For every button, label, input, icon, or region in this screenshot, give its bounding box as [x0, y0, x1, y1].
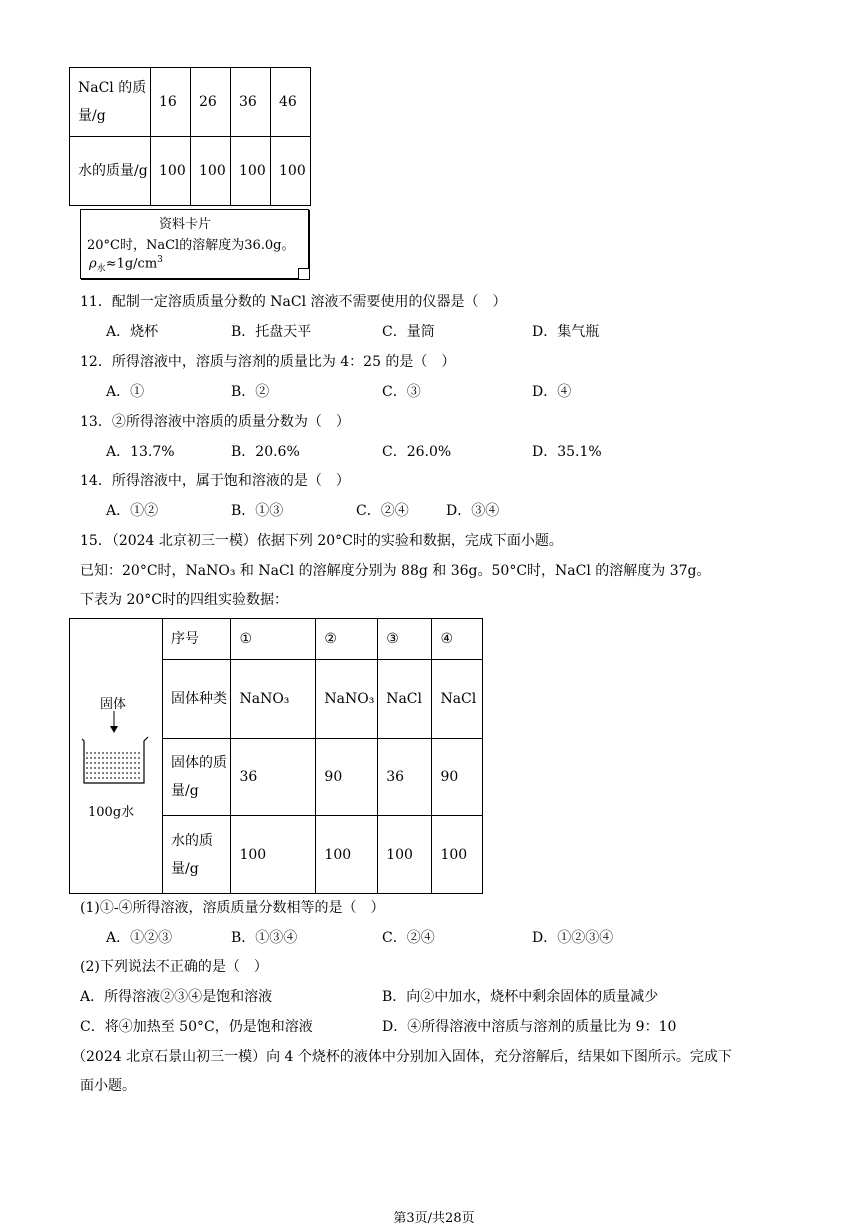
- sub1-option-d: D．①②③④: [532, 930, 614, 946]
- card-title: 资料卡片: [159, 217, 212, 232]
- table-cell: 36: [231, 68, 271, 137]
- q14-option-c: C．②④: [356, 503, 409, 519]
- q14-option-a: A．①②: [106, 503, 159, 519]
- next-question-line1: （2024 北京石景山初三一模）向 4 个烧杯的液体中分别加入固体，充分溶解后，结果如下图所示。完成下: [72, 1049, 732, 1065]
- sub1-option-c: C．②④: [382, 930, 435, 946]
- table-cell: 36: [378, 739, 432, 816]
- q12-option-a: A．①: [106, 384, 145, 400]
- page-footer: 第3页/共28页: [393, 1211, 475, 1226]
- exponent: 3: [157, 255, 163, 265]
- figure-top-label: 固体: [100, 697, 127, 712]
- table-cell: 90: [432, 739, 483, 816]
- table-cell: 100: [432, 816, 483, 894]
- header-cell: ②: [316, 619, 378, 660]
- table-cell: 90: [316, 739, 378, 816]
- table-cell: 100: [191, 137, 231, 206]
- row-label: 水的质量/g: [163, 816, 231, 894]
- q11-option-a: A．烧杯: [106, 324, 159, 340]
- sub2-option-b: B．向②中加水，烧杯中剩余固体的质量减少: [382, 989, 659, 1005]
- table-row: [70, 137, 311, 206]
- figure-bottom-label: 100g水: [88, 805, 135, 820]
- q12-option-d: D．④: [532, 384, 572, 400]
- card-line1: 20°C时，NaCl的溶解度为36.0g。: [87, 238, 295, 253]
- row-label: NaCl 的质量/g: [70, 68, 151, 137]
- q12-option-c: C．③: [382, 384, 421, 400]
- table-cell: NaNO₃: [316, 660, 378, 739]
- beaker-icon: [70, 621, 162, 891]
- nacl-data-table: [69, 67, 311, 206]
- subquestion-2-stem: (2)下列说法不正确的是（ ）: [80, 959, 268, 975]
- row-label: 固体种类: [163, 660, 231, 739]
- q11-option-b: B．托盘天平: [231, 324, 312, 340]
- sub2-option-c: C．将④加热至 50°C，仍是饱和溶液: [80, 1019, 313, 1035]
- next-question-line2: 面小题。: [80, 1078, 136, 1094]
- sub2-option-a: A．所得溶液②③④是饱和溶液: [80, 989, 273, 1005]
- table-cell: 16: [151, 68, 191, 137]
- card-line2-rest: ≈1g/cm: [105, 256, 158, 272]
- table-cell: 100: [231, 816, 316, 894]
- question-15-known: 已知：20°C时，NaNO₃ 和 NaCl 的溶解度分别为 88g 和 36g。50°C时，NaCl 的溶解度为 37g。: [80, 563, 711, 579]
- sub2-option-d: D．④所得溶液中溶质与溶剂的质量比为 9：10: [382, 1019, 677, 1035]
- table-cell: 100: [151, 137, 191, 206]
- q13-option-c: C．26.0%: [382, 444, 452, 460]
- table-cell: 100: [271, 137, 311, 206]
- beaker-figure-cell: [70, 619, 163, 894]
- table-cell: NaNO₃: [231, 660, 316, 739]
- experiment-data-table: [69, 618, 483, 894]
- question-15-intro: 下表为 20°C时的四组实验数据：: [80, 592, 288, 608]
- water-subscript: 水: [96, 263, 106, 274]
- q13-option-d: D．35.1%: [532, 444, 602, 460]
- q14-option-d: D．③④: [446, 503, 500, 519]
- table-cell: 100: [378, 816, 432, 894]
- table-cell: NaCl: [432, 660, 483, 739]
- sub1-option-a: A．①②③: [106, 930, 173, 946]
- sub1-option-b: B．①③④: [231, 930, 298, 946]
- q11-option-c: C．量筒: [382, 324, 435, 340]
- table-header-row: [70, 619, 483, 660]
- table-row: [70, 68, 311, 137]
- table-cell: 46: [271, 68, 311, 137]
- header-cell: ④: [432, 619, 483, 660]
- q13-option-b: B．20.6%: [231, 444, 300, 460]
- table-cell: 26: [191, 68, 231, 137]
- question-12-stem: 12．所得溶液中，溶质与溶剂的质量比为 4：25 的是（ ）: [80, 354, 456, 370]
- card-fold-corner: [298, 268, 309, 279]
- row-label: 水的质量/g: [70, 137, 151, 206]
- table-cell: 36: [231, 739, 316, 816]
- question-14-stem: 14．所得溶液中，属于饱和溶液的是（ ）: [80, 473, 350, 489]
- table-cell: 100: [316, 816, 378, 894]
- header-cell: ①: [231, 619, 316, 660]
- question-15-stem: 15．（2024 北京初三一模）依据下列 20°C时的实验和数据，完成下面小题。: [80, 533, 563, 549]
- q11-option-d: D．集气瓶: [532, 324, 600, 340]
- q13-option-a: A．13.7%: [106, 444, 175, 460]
- rho-symbol: ρ: [89, 256, 97, 272]
- q14-option-b: B．①③: [231, 503, 284, 519]
- q12-option-b: B．②: [231, 384, 270, 400]
- table-cell: 100: [231, 137, 271, 206]
- question-13-stem: 13．②所得溶液中溶质的质量分数为（ ）: [80, 414, 350, 430]
- header-cell: 序号: [163, 619, 231, 660]
- card-line2: [89, 255, 163, 274]
- question-11-stem: 11．配制一定溶质质量分数的 NaCl 溶液不需要使用的仪器是（ ）: [80, 294, 507, 310]
- header-cell: ③: [378, 619, 432, 660]
- table-cell: NaCl: [378, 660, 432, 739]
- row-label: 固体的质量/g: [163, 739, 231, 816]
- subquestion-1-stem: (1)①-④所得溶液，溶质质量分数相等的是（ ）: [80, 900, 385, 916]
- reference-card: [80, 209, 309, 279]
